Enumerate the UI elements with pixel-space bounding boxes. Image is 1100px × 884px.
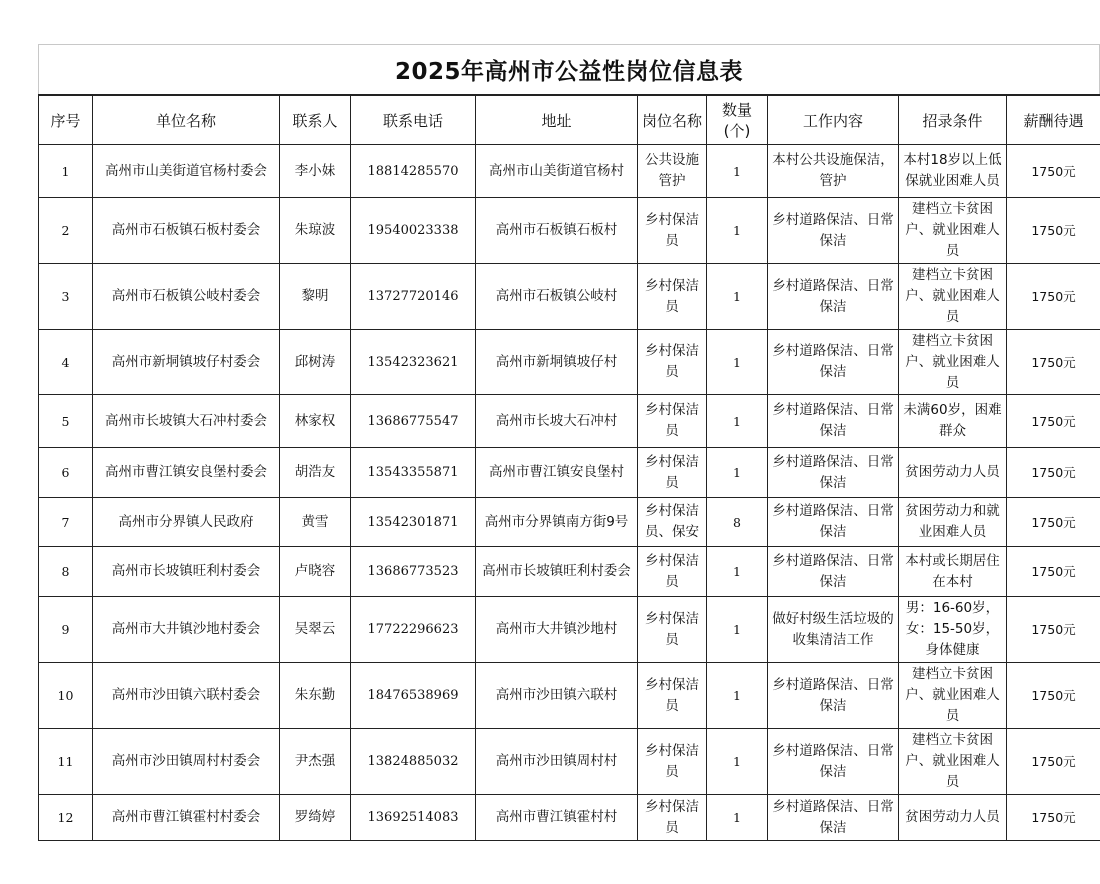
- cell-address: 高州市沙田镇六联村: [476, 663, 638, 729]
- cell-contact: 罗绮婷: [280, 795, 351, 841]
- cell-contact: 胡浩友: [280, 448, 351, 498]
- cell-pay: 1750元: [1007, 198, 1100, 264]
- cell-unit: 高州市沙田镇六联村委会: [93, 663, 280, 729]
- cell-post: 乡村保洁员: [638, 663, 707, 729]
- cell-unit: 高州市石板镇公岐村委会: [93, 264, 280, 330]
- cell-post: 乡村保洁员: [638, 729, 707, 795]
- cell-pay: 1750元: [1007, 448, 1100, 498]
- cell-qty: 8: [707, 498, 768, 547]
- title-bar: [38, 44, 1100, 94]
- cell-work: 乡村道路保洁、日常保洁: [768, 448, 899, 498]
- cell-work: 乡村道路保洁、日常保洁: [768, 729, 899, 795]
- cell-phone: 13686775547: [351, 395, 476, 448]
- cell-address: 高州市长坡镇旺利村委会: [476, 547, 638, 597]
- cell-req: 建档立卡贫困户、就业困难人员: [899, 264, 1007, 330]
- table-row: [39, 264, 1100, 330]
- cell-work: 本村公共设施保洁，管护: [768, 145, 899, 198]
- cell-phone: 13543355871: [351, 448, 476, 498]
- table-row: [39, 729, 1100, 795]
- cell-pay: 1750元: [1007, 729, 1100, 795]
- cell-qty: 1: [707, 663, 768, 729]
- header-row: [39, 95, 1100, 145]
- cell-address: 高州市石板镇公岐村: [476, 264, 638, 330]
- header-phone: 联系电话: [351, 95, 476, 145]
- cell-phone: 13727720146: [351, 264, 476, 330]
- cell-work: 做好村级生活垃圾的收集清洁工作: [768, 597, 899, 663]
- cell-req: 贫困劳动力人员: [899, 795, 1007, 841]
- cell-address: 高州市分界镇南方街9号: [476, 498, 638, 547]
- cell-unit: 高州市山美街道官杨村委会: [93, 145, 280, 198]
- cell-req: 建档立卡贫困户、就业困难人员: [899, 729, 1007, 795]
- cell-contact: 朱东勤: [280, 663, 351, 729]
- cell-no: 10: [39, 663, 93, 729]
- cell-qty: 1: [707, 597, 768, 663]
- cell-unit: 高州市长坡镇大石冲村委会: [93, 395, 280, 448]
- cell-qty: 1: [707, 448, 768, 498]
- cell-no: 5: [39, 395, 93, 448]
- cell-no: 6: [39, 448, 93, 498]
- cell-contact: 吴翠云: [280, 597, 351, 663]
- cell-address: 高州市大井镇沙地村: [476, 597, 638, 663]
- cell-req: 建档立卡贫困户、就业困难人员: [899, 663, 1007, 729]
- header-pay: 薪酬待遇: [1007, 95, 1100, 145]
- cell-req: 贫困劳动力人员: [899, 448, 1007, 498]
- cell-address: 高州市曹江镇安良堡村: [476, 448, 638, 498]
- cell-contact: 邱树涛: [280, 330, 351, 395]
- cell-post: 乡村保洁员: [638, 198, 707, 264]
- table-row: [39, 198, 1100, 264]
- cell-contact: 尹杰强: [280, 729, 351, 795]
- cell-phone: 13692514083: [351, 795, 476, 841]
- cell-pay: 1750元: [1007, 330, 1100, 395]
- cell-unit: 高州市大井镇沙地村委会: [93, 597, 280, 663]
- cell-phone: 18814285570: [351, 145, 476, 198]
- cell-phone: 17722296623: [351, 597, 476, 663]
- header-qty: 数量(个): [707, 95, 768, 145]
- cell-pay: 1750元: [1007, 145, 1100, 198]
- cell-contact: 朱琼波: [280, 198, 351, 264]
- cell-phone: 19540023338: [351, 198, 476, 264]
- cell-work: 乡村道路保洁、日常保洁: [768, 395, 899, 448]
- cell-qty: 1: [707, 547, 768, 597]
- cell-qty: 1: [707, 198, 768, 264]
- cell-no: 7: [39, 498, 93, 547]
- cell-req: 贫困劳动力和就业困难人员: [899, 498, 1007, 547]
- cell-no: 11: [39, 729, 93, 795]
- cell-post: 乡村保洁员: [638, 264, 707, 330]
- cell-post: 乡村保洁员、保安: [638, 498, 707, 547]
- cell-qty: 1: [707, 729, 768, 795]
- cell-no: 1: [39, 145, 93, 198]
- table-row: [39, 145, 1100, 198]
- cell-qty: 1: [707, 795, 768, 841]
- cell-address: 高州市新垌镇坡仔村: [476, 330, 638, 395]
- cell-work: 乡村道路保洁、日常保洁: [768, 663, 899, 729]
- cell-req: 本村18岁以上低保就业困难人员: [899, 145, 1007, 198]
- header-post: 岗位名称: [638, 95, 707, 145]
- cell-pay: 1750元: [1007, 547, 1100, 597]
- cell-contact: 卢晓容: [280, 547, 351, 597]
- table-row: [39, 547, 1100, 597]
- cell-address: 高州市长坡大石冲村: [476, 395, 638, 448]
- table-row: [39, 448, 1100, 498]
- cell-req: 建档立卡贫困户、就业困难人员: [899, 198, 1007, 264]
- cell-contact: 林家权: [280, 395, 351, 448]
- cell-work: 乡村道路保洁、日常保洁: [768, 198, 899, 264]
- cell-qty: 1: [707, 264, 768, 330]
- cell-address: 高州市石板镇石板村: [476, 198, 638, 264]
- cell-post: 乡村保洁员: [638, 330, 707, 395]
- cell-qty: 1: [707, 395, 768, 448]
- cell-pay: 1750元: [1007, 795, 1100, 841]
- table-row: [39, 795, 1100, 841]
- table-body: [39, 145, 1100, 841]
- cell-pay: 1750元: [1007, 498, 1100, 547]
- cell-no: 4: [39, 330, 93, 395]
- cell-pay: 1750元: [1007, 663, 1100, 729]
- cell-pay: 1750元: [1007, 395, 1100, 448]
- cell-pay: 1750元: [1007, 597, 1100, 663]
- cell-post: 乡村保洁员: [638, 597, 707, 663]
- cell-unit: 高州市沙田镇周村村委会: [93, 729, 280, 795]
- cell-unit: 高州市分界镇人民政府: [93, 498, 280, 547]
- cell-unit: 高州市曹江镇安良堡村委会: [93, 448, 280, 498]
- cell-work: 乡村道路保洁、日常保洁: [768, 264, 899, 330]
- table-row: [39, 330, 1100, 395]
- info-sheet: [38, 44, 1100, 841]
- cell-phone: 18476538969: [351, 663, 476, 729]
- cell-work: 乡村道路保洁、日常保洁: [768, 547, 899, 597]
- cell-address: 高州市山美街道官杨村: [476, 145, 638, 198]
- page-title: 2025年高州市公益性岗位信息表: [394, 59, 743, 85]
- cell-no: 3: [39, 264, 93, 330]
- cell-unit: 高州市石板镇石板村委会: [93, 198, 280, 264]
- cell-post: 乡村保洁员: [638, 547, 707, 597]
- cell-address: 高州市沙田镇周村村: [476, 729, 638, 795]
- table-row: [39, 498, 1100, 547]
- cell-unit: 高州市新垌镇坡仔村委会: [93, 330, 280, 395]
- table-row: [39, 597, 1100, 663]
- cell-qty: 1: [707, 330, 768, 395]
- cell-req: 未满60岁，困难群众: [899, 395, 1007, 448]
- header-unit: 单位名称: [93, 95, 280, 145]
- cell-pay: 1750元: [1007, 264, 1100, 330]
- header-address: 地址: [476, 95, 638, 145]
- cell-phone: 13824885032: [351, 729, 476, 795]
- cell-post: 乡村保洁员: [638, 395, 707, 448]
- cell-req: 建档立卡贫困户、就业困难人员: [899, 330, 1007, 395]
- cell-work: 乡村道路保洁、日常保洁: [768, 795, 899, 841]
- cell-contact: 黄雪: [280, 498, 351, 547]
- cell-unit: 高州市曹江镇霍村村委会: [93, 795, 280, 841]
- cell-phone: 13542301871: [351, 498, 476, 547]
- cell-contact: 李小妹: [280, 145, 351, 198]
- cell-qty: 1: [707, 145, 768, 198]
- cell-work: 乡村道路保洁、日常保洁: [768, 330, 899, 395]
- cell-req: 本村或长期居住在本村: [899, 547, 1007, 597]
- cell-post: 乡村保洁员: [638, 448, 707, 498]
- cell-contact: 黎明: [280, 264, 351, 330]
- header-requirements: 招录条件: [899, 95, 1007, 145]
- header-contact: 联系人: [280, 95, 351, 145]
- header-no: 序号: [39, 95, 93, 145]
- cell-post: 公共设施管护: [638, 145, 707, 198]
- cell-no: 12: [39, 795, 93, 841]
- table-row: [39, 663, 1100, 729]
- cell-no: 8: [39, 547, 93, 597]
- cell-no: 9: [39, 597, 93, 663]
- table-row: [39, 395, 1100, 448]
- cell-post: 乡村保洁员: [638, 795, 707, 841]
- cell-phone: 13686773523: [351, 547, 476, 597]
- cell-phone: 13542323621: [351, 330, 476, 395]
- positions-table: [38, 94, 1100, 841]
- cell-unit: 高州市长坡镇旺利村委会: [93, 547, 280, 597]
- cell-address: 高州市曹江镇霍村村: [476, 795, 638, 841]
- header-work: 工作内容: [768, 95, 899, 145]
- cell-work: 乡村道路保洁、日常保洁: [768, 498, 899, 547]
- cell-req: 男：16-60岁，女：15-50岁，身体健康: [899, 597, 1007, 663]
- cell-no: 2: [39, 198, 93, 264]
